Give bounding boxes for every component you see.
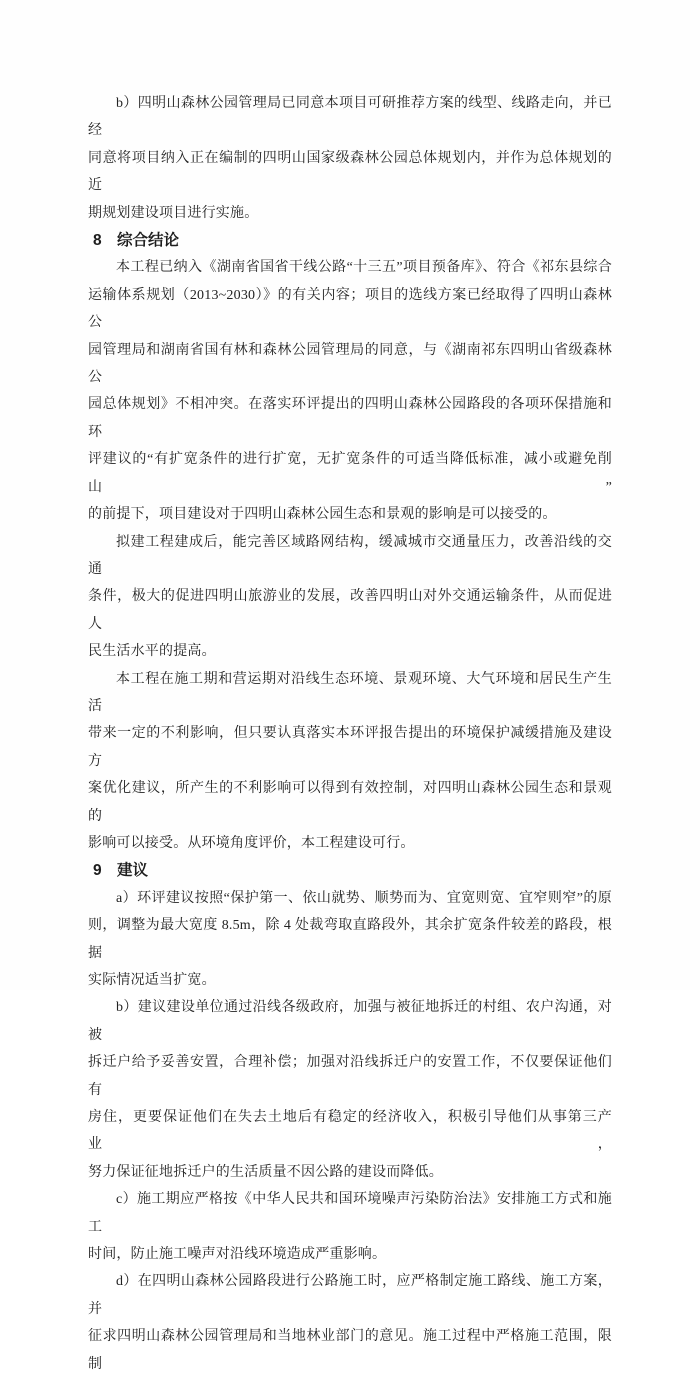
text-line: 期规划建设项目进行实施。 xyxy=(88,205,259,221)
text-line: b）建议建设单位通过沿线各级政府，加强与被征地拆迁的村组、农户沟通，对被 xyxy=(88,1000,612,1043)
text-line: b）四明山森林公园管理局已同意本项目可研推荐方案的线型、线路走向，并已经 xyxy=(88,96,612,139)
suggestion-b-resettlement xyxy=(88,994,612,1186)
text-line: 带来一定的不利影响，但只要认真落实本环评报告提出的环境保护减缓措施及建设方 xyxy=(88,726,612,769)
suggestion-a-road-width xyxy=(88,885,612,995)
section-heading-9 xyxy=(88,857,612,884)
text-line: a）环评建议按照“保护第一、依山就势、顺势而为、宜宽则宽、宜窄则窄”的原 xyxy=(116,890,612,906)
text-line: 拆迁户给予妥善安置，合理补偿；加强对沿线拆迁户的安置工作，不仅要保证他们有 xyxy=(88,1055,612,1098)
text-line: 本工程在施工期和营运期对沿线生态环境、景观环境、大气环境和居民生产生活 xyxy=(88,671,612,714)
section-title: 综合结论 xyxy=(117,232,180,250)
text-line: 房住，更要保证他们在失去土地后有稳定的经济收入，积极引导他们从事第三产业， xyxy=(88,1110,612,1153)
section-number: 8 xyxy=(93,232,102,250)
text-line: 运输体系规划（2013~2030）》的有关内容；项目的选线方案已经取得了四明山森林公 xyxy=(88,287,612,331)
conclusion-traffic-benefits xyxy=(88,529,612,666)
section-heading-8 xyxy=(88,227,612,254)
text-line: 条件，极大的促进四明山旅游业的发展，改善四明山对外交通运输条件，从而促进人 xyxy=(88,589,612,632)
conclusion-impact-feasibility xyxy=(88,666,612,858)
text-line: 园管理局和湖南省国有林和森林公园管理局的同意，与《湖南祁东四明山省级森林公 xyxy=(88,342,612,386)
text-line: 园总体规划》不相冲突。在落实环评提出的四明山森林公园路段的各项环保措施和环 xyxy=(88,397,612,440)
text-line: 实际情况适当扩宽。 xyxy=(88,973,216,988)
text-line: 本工程已纳入《湖南省国省干线公路“十三五”项目预备库》、符合《祁东县综合 xyxy=(116,260,612,276)
text-line: 民生活水平的提高。 xyxy=(88,644,216,660)
text-line: 努力保证征地拆迁户的生活质量不因公路的建设而降低。 xyxy=(88,1164,443,1180)
text-line: 征求四明山森林公园管理局和当地林业部门的意见。施工过程中严格施工范围，限制 xyxy=(88,1329,612,1372)
text-line: 拟建工程建成后，能完善区域路网结构，缓减城市交通量压力，改善沿线的交通 xyxy=(88,534,612,577)
text-line: 时间，防止施工噪声对沿线环境造成严重影响。 xyxy=(88,1247,387,1263)
text-line: c）施工期应严格按《中华人民共和国环境噪声污染防治法》安排施工方式和施工 xyxy=(88,1192,612,1235)
section-number: 9 xyxy=(93,862,102,880)
text-line: 同意将项目纳入正在编制的四明山国家级森林公园总体规划内，并作为总体规划的近 xyxy=(88,150,612,194)
text-line: 的前提下，项目建设对于四明山森林公园生态和景观的影响是可以接受的。 xyxy=(88,507,557,523)
suggestion-c-noise-control xyxy=(88,1186,612,1268)
section-title: 建议 xyxy=(117,862,149,880)
item-b-park-approval xyxy=(88,90,612,227)
text-line: 影响可以接受。从环境角度评价，本工程建设可行。 xyxy=(88,835,415,851)
suggestion-d-park-construction xyxy=(88,1268,612,1378)
text-line: 评建议的“有扩宽条件的进行扩宽，无扩宽条件的可适当降低标准，减小或避免削山” xyxy=(88,452,612,495)
text-line: 则，调整为最大宽度 8.5m，除 4 处裁弯取直路段外，其余扩宽条件较差的路段，根据 xyxy=(88,918,612,961)
conclusion-planning-compliance xyxy=(88,254,612,528)
text-line: 案优化建议，所产生的不利影响可以得到有效控制，对四明山森林公园生态和景观的 xyxy=(88,781,612,824)
text-line: d）在四明山森林公园路段进行公路施工时，应严格制定施工路线、施工方案，并 xyxy=(88,1274,612,1317)
